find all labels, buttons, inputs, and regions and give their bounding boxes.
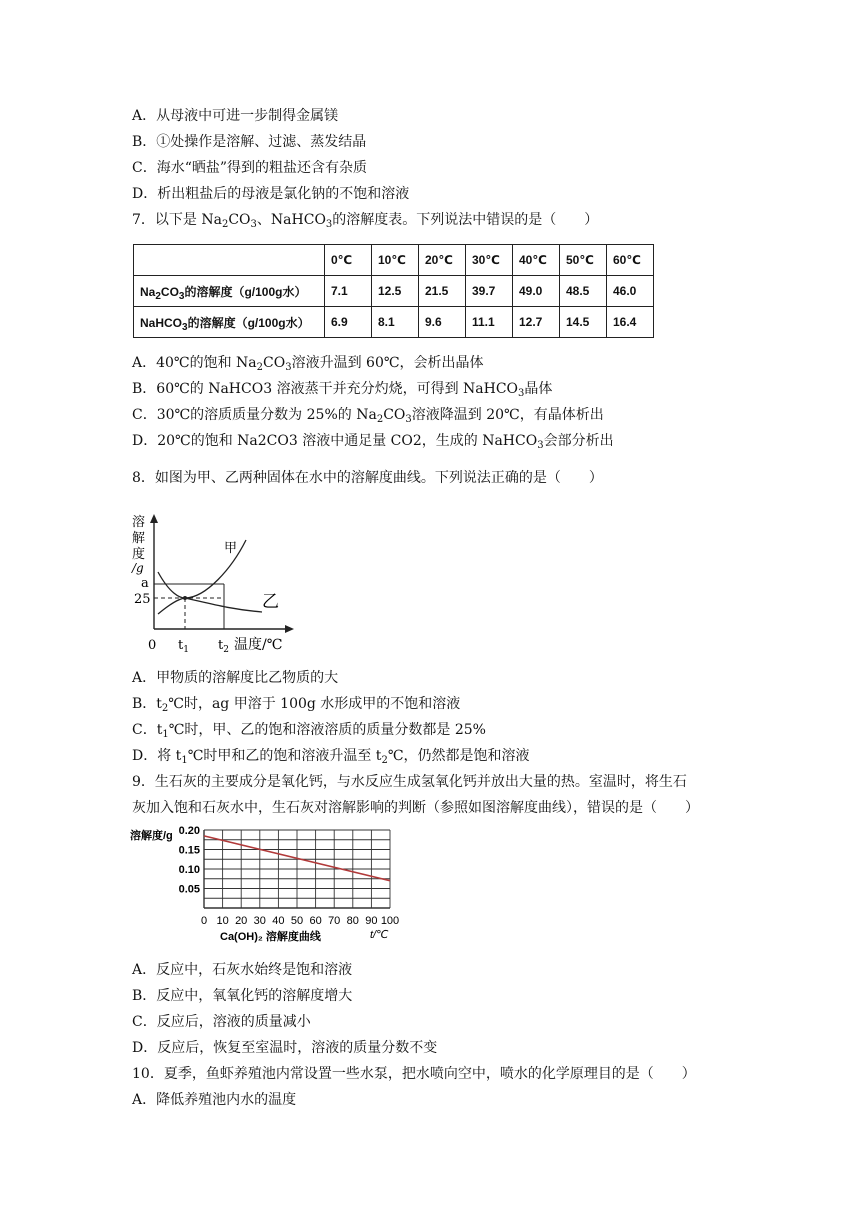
q8-ylabel-char: 度 (132, 547, 146, 562)
q8-ylabel-char: 解 (132, 531, 146, 546)
table-header-row (134, 245, 654, 276)
q9-y-tick-label: 0.15 (178, 844, 200, 857)
table-cell: 12.7 (513, 307, 560, 338)
q8-option-c: C．$t_1℃$时，甲、乙的饱和溶液溶质的质量分数都是 25% (132, 722, 486, 740)
table-header-cell: 60℃ (607, 245, 654, 276)
table-cell: 49.0 (513, 276, 560, 307)
q8-tick-t1: $t_1$ (178, 638, 189, 655)
table-cell: 21.5 (419, 276, 466, 307)
q9-x-tick-label: 40 (272, 915, 285, 927)
q8-intersection-point (183, 596, 187, 600)
q9-stem-line2: 灰加入饱和石灰水中，生石灰对溶解影响的判断（参照如图溶解度曲线），错误的是（ ） (132, 800, 699, 816)
q9-x-tick-label: 20 (235, 915, 248, 927)
q10-option-a: A．降低养殖池内水的温度 (132, 1092, 297, 1108)
table-cell: 39.7 (466, 276, 513, 307)
q8-solubility-chart (128, 508, 308, 660)
q9-solubility-chart (128, 822, 408, 946)
q6-option-c: C．海水“晒盐”得到的粗盐还含有杂质 (132, 160, 368, 176)
q6-option-a: A．从母液中可进一步制得金属镁 (132, 108, 339, 124)
table-corner-cell (134, 245, 325, 276)
q8-tick-t2: $t_2$ (218, 638, 229, 655)
q8-tick-a: a (141, 576, 149, 591)
table-header-cell: 40℃ (513, 245, 560, 276)
q9-grid (204, 830, 390, 908)
q8-stem: 8．如图为甲、乙两种固体在水中的溶解度曲线。下列说法正确的是（ ） (132, 470, 603, 486)
q8-series-jia-label: 甲 (224, 541, 238, 556)
q7-option-a: A．40℃的饱和 $Na_2CO_3$溶液升温到 60℃，会析出晶体 (132, 355, 484, 373)
q9-x-tick-label: 100 (380, 915, 400, 927)
table-cell: 12.5 (372, 276, 419, 307)
q9-x-tick-label: 80 (346, 915, 359, 927)
table-cell: 6.9 (325, 307, 372, 338)
q9-x-tick-label: 30 (253, 915, 266, 927)
q9-x-tick-label: 90 (365, 915, 378, 927)
table-header-cell: 50℃ (560, 245, 607, 276)
table-cell: 48.5 (560, 276, 607, 307)
q6-option-d: D．析出粗盐后的母液是氯化钠的不饱和溶液 (132, 186, 410, 202)
q9-option-d: D．反应后，恢复至室温时，溶液的质量分数不变 (132, 1040, 438, 1056)
q10-stem: 10．夏季，鱼虾养殖池内常设置一些水泵，把水喷向空中，喷水的化学原理目的是（ ） (132, 1066, 696, 1082)
q8-tick-25: 25 (134, 592, 151, 607)
q9-x-tick-label: 50 (290, 915, 304, 927)
q9-option-b: B．反应中，氧氧化钙的溶解度增大 (132, 988, 353, 1004)
table-cell: 14.5 (560, 307, 607, 338)
q8-tick-0: 0 (148, 638, 157, 653)
q9-option-c: C．反应后，溶液的质量减小 (132, 1014, 311, 1030)
q9-x-tick-label: 70 (328, 915, 341, 927)
row-label-na2co3: $Na_2CO_3$的溶解度（g/100g水） (134, 276, 325, 307)
q7-option-b: B．60℃的 NaHCO3 溶液蒸干并充分灼烧，可得到 NaHCO$_3$晶体 (132, 381, 553, 399)
table-header-cell: 0℃ (325, 245, 372, 276)
q9-stem-line1: 9．生石灰的主要成分是氧化钙，与水反应生成氢氧化钙并放出大量的热。室温时，将生石 (132, 774, 687, 790)
q8-option-a: A．甲物质的溶解度比乙物质的大 (132, 670, 339, 686)
q7-option-c: C．30℃的溶质质量分数为 25%的 $Na_2CO_3$溶液降温到 20℃，有晶体析出 (132, 407, 604, 425)
q8-curve-yi (158, 598, 262, 614)
q9-option-a: A．反应中，石灰水始终是饱和溶液 (132, 962, 353, 978)
q8-ylabel-char: 溶 (132, 515, 146, 530)
q9-y-tick-label: 0.20 (178, 825, 200, 837)
q8-y-arrow (150, 514, 158, 523)
q9-x-ticks (201, 915, 399, 927)
q9-y-tick-label: 0.10 (178, 864, 200, 876)
table-cell: 8.1 (372, 307, 419, 338)
table-cell: 46.0 (607, 276, 654, 307)
q9-xlabel: t/℃ (370, 929, 389, 941)
solubility-table (133, 244, 654, 338)
row-label-nahco3: NaHCO$_3$的溶解度（g/100g水） (134, 307, 325, 338)
q8-xlabel: 温度/℃ (234, 637, 283, 653)
table-cell: 7.1 (325, 276, 372, 307)
table-header-cell: 30℃ (466, 245, 513, 276)
q9-x-tick-label: 60 (309, 915, 322, 927)
table-cell: 9.6 (419, 307, 466, 338)
table-header-cell: 20℃ (419, 245, 466, 276)
q8-option-d: D．将 $t_1℃$时甲和乙的饱和溶液升温至 $t_2℃$，仍然都是饱和溶液 (132, 748, 530, 766)
table-row (134, 307, 654, 338)
q7-stem: 7．以下是 $Na_2CO_3$、NaHCO$_3$的溶解度表。下列说法中错误的是（ ） (132, 212, 599, 230)
q9-x-tick-label: 0 (200, 915, 208, 927)
q9-y-ticks (179, 825, 200, 896)
table-row (134, 276, 654, 307)
q8-ylabel-char: /g (132, 561, 144, 575)
q8-series-yi-label: 乙 (262, 592, 279, 612)
q8-x-arrow (285, 625, 294, 633)
q9-y-tick-label: 0.05 (178, 883, 200, 896)
q9-caption: Ca(OH)₂ 溶解度曲线 (220, 931, 321, 943)
table-header-cell: 10℃ (372, 245, 419, 276)
q9-x-tick-label: 10 (216, 915, 229, 927)
q7-option-d: D．20℃的饱和 Na2CO3 溶液中通足量 CO2，生成的 NaHCO$_3$会部分析出 (132, 433, 614, 451)
q8-option-b: B．$t_2℃$时，ag 甲溶于 100g 水形成甲的不饱和溶液 (132, 696, 461, 714)
table-cell: 16.4 (607, 307, 654, 338)
q6-option-b: B．①处操作是溶解、过滤、蒸发结晶 (132, 134, 367, 150)
table-cell: 11.1 (466, 307, 513, 338)
q9-ylabel: 溶解度/g (130, 830, 173, 842)
